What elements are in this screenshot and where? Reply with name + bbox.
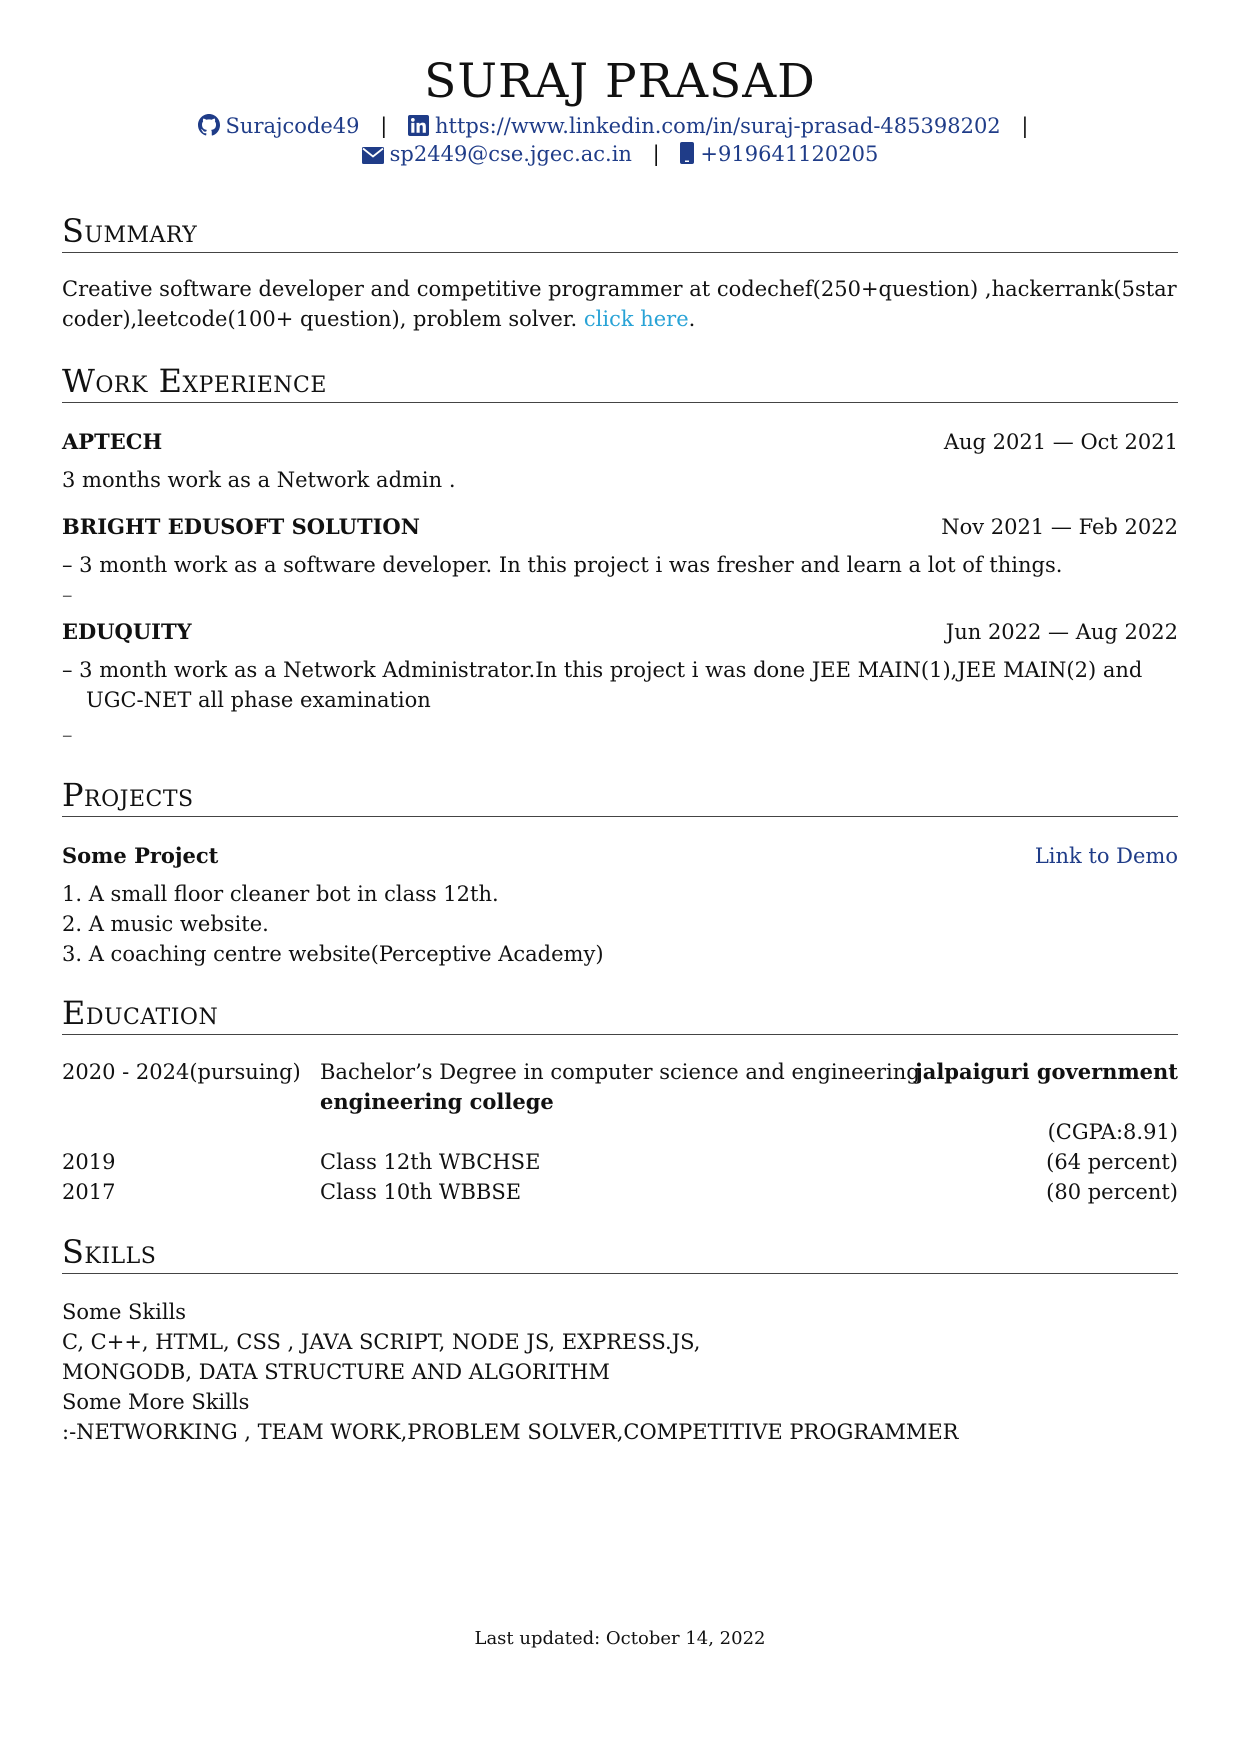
education-degree: Bachelor’s Degree in computer science and engineering <box>320 1060 920 1084</box>
job-aptech-header <box>62 427 1178 457</box>
linkedin-icon <box>408 115 429 136</box>
education-degree: Class 12th WBCHSE <box>320 1150 541 1174</box>
skills-list: C, C++, HTML, CSS , JAVA SCRIPT, NODE JS, EXPRESS.JS, <box>62 1330 701 1354</box>
email-address: sp2449@cse.jgec.ac.in <box>389 142 632 166</box>
link-to-demo[interactable]: Link to Demo <box>1034 844 1178 868</box>
education-score: (CGPA:8.91) <box>1047 1120 1178 1144</box>
email-link[interactable] <box>362 142 639 166</box>
github-icon <box>198 114 220 136</box>
education-year: 2017 <box>62 1180 116 1204</box>
job-dates: Nov 2021 — Feb 2022 <box>941 515 1178 539</box>
summary-line-2 <box>62 304 1178 334</box>
section-education-title: Education <box>62 994 1178 1035</box>
job-description: 3 months work as a Network admin . <box>62 468 456 492</box>
section-skills-title: Skills <box>62 1233 1178 1274</box>
github-handle: Surajcode49 <box>225 114 360 138</box>
education-school-cont: engineering college <box>320 1089 554 1114</box>
contact-row-2 <box>62 142 1178 166</box>
education-year: 2020 - 2024(pursuing) <box>62 1060 301 1084</box>
phone-number: +919641120205 <box>700 142 879 166</box>
project-item: 2. A music website. <box>62 912 269 936</box>
section-projects-title: Projects <box>62 776 1178 817</box>
phone-link[interactable] <box>680 142 878 166</box>
job-bright-edusoft-header <box>62 512 1178 542</box>
last-updated: Last updated: October 14, 2022 <box>474 1628 766 1649</box>
job-description: – 3 month work as a Network Administrator.In this project i was done JEE MAIN(1),JEE MAIN(2) and <box>62 658 1143 682</box>
project-header <box>62 841 1178 871</box>
job-dates: Jun 2022 — Aug 2022 <box>945 620 1178 644</box>
contact-row-1 <box>62 114 1178 138</box>
separator: | <box>380 114 388 138</box>
job-empty-item: – <box>62 723 73 747</box>
separator: | <box>652 142 660 166</box>
job-description: – 3 month work as a software developer. In this project i was fresher and learn a lot of things. <box>62 553 1063 577</box>
job-empty-item: – <box>62 583 73 607</box>
summary-line-1: Creative software developer and competitive programmer at codechef(250+question) ,hackerrank(5star <box>62 277 1177 301</box>
summary-text: coder),leetcode(100+ question), problem solver. <box>62 307 578 331</box>
education-year: 2019 <box>62 1150 116 1174</box>
education-score: (64 percent) <box>1046 1150 1178 1174</box>
resume-page <box>62 0 1178 1754</box>
job-eduquity-header <box>62 617 1178 647</box>
education-degree: Class 10th WBBSE <box>320 1180 522 1204</box>
skills-label: Some Skills <box>62 1300 187 1324</box>
project-item: 3. A coaching centre website(Perceptive Academy) <box>62 942 604 966</box>
section-summary-title: Summary <box>62 212 1178 253</box>
education-score: (80 percent) <box>1046 1180 1178 1204</box>
summary-click-here-link[interactable]: click here <box>583 307 689 331</box>
linkedin-link[interactable] <box>408 114 1007 138</box>
separator: | <box>1021 114 1029 138</box>
project-name: Some Project <box>62 843 219 868</box>
project-item: 1. A small floor cleaner bot in class 12th. <box>62 882 499 906</box>
job-company: EDUQUITY <box>62 619 192 644</box>
linkedin-url: https://www.linkedin.com/in/suraj-prasad-485398202 <box>434 114 1001 138</box>
envelope-icon <box>362 147 384 164</box>
github-link[interactable] <box>198 114 367 138</box>
job-description-cont: UGC-NET all phase examination <box>86 688 431 712</box>
job-company: APTECH <box>62 429 163 454</box>
more-skills-list: :-NETWORKING , TEAM WORK,PROBLEM SOLVER,COMPETITIVE PROGRAMMER <box>62 1420 959 1444</box>
candidate-name: SURAJ PRASAD <box>424 54 816 109</box>
summary-period: . <box>688 307 696 331</box>
job-dates: Aug 2021 — Oct 2021 <box>943 430 1178 454</box>
more-skills-label: Some More Skills <box>62 1390 250 1414</box>
mobile-phone-icon <box>680 142 694 164</box>
skills-list: MONGODB, DATA STRUCTURE AND ALGORITHM <box>62 1360 610 1384</box>
job-company: BRIGHT EDUSOFT SOLUTION <box>62 514 420 539</box>
section-work-title: Work Experience <box>62 362 1178 403</box>
education-school: jalpaiguri government <box>915 1059 1178 1084</box>
